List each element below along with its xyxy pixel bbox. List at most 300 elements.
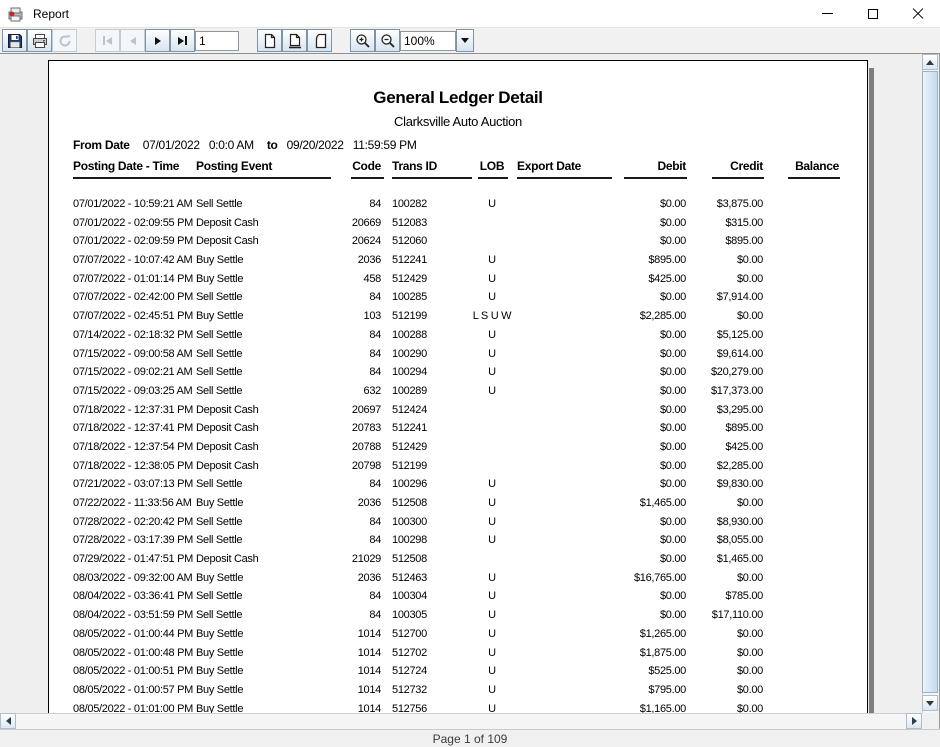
table-cell: Buy Settle (196, 627, 244, 640)
table-cell: 512700 (392, 627, 427, 640)
table-cell: 512060 (392, 235, 427, 248)
table-cell: 512724 (392, 665, 427, 678)
table-cell: $0.00 (736, 310, 763, 323)
table-cell: 100304 (392, 590, 427, 603)
column-header: Posting Date - Time (73, 159, 180, 173)
table-cell: $0.00 (659, 440, 686, 453)
table-cell: $0.00 (736, 702, 763, 713)
table-cell: 512756 (392, 702, 427, 713)
table-cell: L S U W (472, 310, 512, 323)
table-cell: $0.00 (659, 347, 686, 360)
previous-page-button[interactable] (120, 29, 145, 52)
table-row (49, 214, 867, 233)
chevron-right-icon (912, 717, 917, 725)
from-time-value: 0:0:0 AM (208, 138, 254, 152)
table-cell: 1014 (357, 665, 381, 678)
table-cell: 07/07/2022 - 10:07:42 AM (73, 254, 193, 267)
fit-width-icon (312, 33, 327, 49)
page-shadow (869, 68, 874, 713)
table-row (49, 457, 867, 476)
minimize-icon (822, 13, 833, 14)
horizontal-scrollbar[interactable] (0, 713, 922, 729)
table-cell: 20783 (351, 422, 381, 435)
table-cell: $0.00 (736, 254, 763, 267)
table-row (49, 513, 867, 532)
scroll-right-button[interactable] (906, 713, 922, 729)
table-row (49, 345, 867, 364)
table-cell: $0.00 (659, 235, 686, 248)
table-cell: $1,265.00 (639, 627, 686, 640)
zoom-in-icon (355, 33, 371, 49)
table-cell: $20,279.00 (710, 366, 763, 379)
table-cell: Sell Settle (196, 515, 243, 528)
table-cell: 1014 (357, 646, 381, 659)
table-cell: $0.00 (659, 459, 686, 472)
table-cell: $0.00 (736, 497, 763, 509)
column-header: Code (352, 159, 381, 173)
save-icon (7, 33, 23, 49)
scroll-up-button[interactable] (922, 54, 938, 70)
table-cell: $0.00 (659, 366, 686, 379)
table-cell: 07/18/2022 - 12:38:05 PM (73, 459, 194, 472)
table-cell: U (488, 347, 496, 360)
table-cell: U (488, 366, 496, 379)
table-cell: 1014 (357, 627, 381, 640)
report-rows (49, 195, 867, 713)
table-cell: $8,930.00 (716, 515, 763, 528)
table-row (49, 307, 867, 326)
to-time-value: 11:59:59 PM (352, 138, 417, 152)
table-cell: U (488, 590, 496, 603)
table-cell: Sell Settle (196, 198, 243, 210)
table-row (49, 606, 867, 625)
table-cell: 632 (363, 384, 381, 397)
table-cell: 512508 (392, 553, 427, 566)
table-cell: 08/05/2022 - 01:01:00 PM (73, 702, 194, 713)
table-cell: 07/14/2022 - 02:18:32 PM (73, 328, 194, 341)
next-page-button[interactable] (145, 29, 170, 52)
refresh-button[interactable] (52, 29, 77, 52)
table-cell: $8,055.00 (716, 534, 763, 547)
table-cell: $895.00 (725, 235, 763, 248)
table-cell: Deposit Cash (196, 553, 259, 566)
report-viewport[interactable] (0, 54, 922, 713)
table-cell: $785.00 (725, 590, 763, 603)
table-cell: 07/15/2022 - 09:00:58 AM (73, 347, 193, 360)
column-header: Balance (795, 159, 839, 173)
header-underline (517, 177, 612, 179)
table-cell: 07/18/2022 - 12:37:54 PM (73, 440, 194, 453)
table-row (49, 363, 867, 382)
table-cell: 2036 (357, 254, 381, 267)
table-cell: U (488, 702, 496, 713)
table-cell: $0.00 (659, 534, 686, 547)
table-row (49, 270, 867, 289)
maximize-button[interactable] (850, 0, 895, 27)
table-cell: $2,285.00 (639, 310, 686, 323)
table-cell: Deposit Cash (196, 440, 259, 453)
table-cell: U (488, 198, 496, 210)
last-page-button[interactable] (170, 29, 195, 52)
table-cell: 512424 (392, 403, 427, 416)
table-cell: $1,465.00 (716, 553, 763, 566)
table-cell: 100296 (392, 478, 427, 491)
table-cell: 2036 (357, 497, 381, 509)
header-underline (351, 177, 384, 179)
table-cell: $0.00 (659, 216, 686, 229)
table-cell: 512732 (392, 683, 427, 696)
table-cell: U (488, 683, 496, 696)
chevron-down-icon (926, 701, 934, 706)
fit-width-button[interactable] (307, 29, 332, 52)
table-cell: 512508 (392, 497, 427, 509)
table-cell: $0.00 (736, 627, 763, 640)
table-row (49, 587, 867, 606)
table-cell: $0.00 (659, 478, 686, 491)
table-cell: Buy Settle (196, 254, 244, 267)
table-cell: Buy Settle (196, 665, 244, 678)
table-cell: $3,295.00 (716, 403, 763, 416)
zoom-out-icon (380, 33, 396, 49)
table-cell: 1014 (357, 702, 381, 713)
table-cell: $895.00 (725, 422, 763, 435)
next-page-icon (155, 37, 161, 45)
table-cell: $525.00 (648, 665, 686, 678)
table-cell: 100282 (392, 198, 427, 210)
table-cell: Deposit Cash (196, 459, 259, 472)
scroll-left-button[interactable] (0, 713, 16, 729)
zoom-in-button[interactable] (350, 29, 375, 52)
previous-page-icon (130, 37, 136, 45)
title-bar (0, 0, 940, 28)
table-cell: 07/28/2022 - 02:20:42 PM (73, 515, 194, 528)
table-cell: 100305 (392, 609, 427, 622)
table-row (49, 644, 867, 663)
report-title: General Ledger Detail (373, 88, 543, 107)
table-cell: 08/05/2022 - 01:00:51 PM (73, 665, 194, 678)
table-cell: $9,830.00 (716, 478, 763, 491)
table-row (49, 681, 867, 700)
table-cell: 07/15/2022 - 09:02:21 AM (73, 366, 193, 379)
table-cell: 512241 (392, 254, 427, 267)
header-underline (712, 177, 764, 179)
table-cell: 100285 (392, 291, 427, 304)
table-row (49, 401, 867, 420)
to-date-value: 09/20/2022 (286, 138, 344, 152)
table-cell: $0.00 (659, 553, 686, 566)
column-header: Posting Event (196, 159, 273, 173)
table-cell: 512429 (392, 272, 427, 285)
table-row (49, 550, 867, 569)
table-cell: U (488, 571, 496, 584)
table-cell: Buy Settle (196, 702, 244, 713)
table-cell: U (488, 254, 496, 267)
table-cell: U (488, 478, 496, 491)
table-cell: $0.00 (659, 403, 686, 416)
table-cell: Buy Settle (196, 683, 244, 696)
vertical-scrollbar-thumb[interactable] (922, 71, 938, 693)
fit-page-button[interactable] (282, 29, 307, 52)
table-cell: 07/18/2022 - 12:37:31 PM (73, 403, 194, 416)
table-cell: 84 (369, 291, 381, 304)
table-cell: $895.00 (648, 254, 686, 267)
table-cell: 84 (369, 478, 381, 491)
table-cell: Sell Settle (196, 328, 243, 341)
table-row (49, 475, 867, 494)
table-cell: Deposit Cash (196, 403, 259, 416)
table-cell: Sell Settle (196, 478, 243, 491)
table-cell: 07/21/2022 - 03:07:13 PM (73, 478, 194, 491)
table-cell: 512199 (392, 310, 427, 323)
table-cell: $1,165.00 (639, 702, 686, 713)
actual-size-button[interactable] (257, 29, 282, 52)
table-cell: Sell Settle (196, 590, 243, 603)
table-row (49, 419, 867, 438)
table-cell: $0.00 (736, 646, 763, 659)
table-cell: 84 (369, 515, 381, 528)
header-underline (478, 177, 508, 179)
last-page-icon (178, 36, 187, 45)
table-cell: Buy Settle (196, 272, 244, 285)
window-title: Report (33, 6, 70, 21)
chevron-down-icon (461, 38, 469, 43)
table-cell: Sell Settle (196, 366, 243, 379)
table-row (49, 662, 867, 681)
table-cell: 84 (369, 347, 381, 360)
header-underline (73, 177, 207, 179)
table-cell: U (488, 291, 496, 304)
table-row (49, 569, 867, 588)
table-cell: 08/05/2022 - 01:00:48 PM (73, 646, 194, 659)
table-cell: 458 (363, 272, 381, 285)
page-number-input[interactable] (195, 31, 239, 51)
table-cell: 20624 (351, 235, 381, 248)
table-cell: $0.00 (736, 683, 763, 696)
print-icon (32, 33, 48, 49)
table-cell: 20798 (351, 459, 381, 472)
from-date-label: From Date (73, 138, 130, 152)
table-cell: 100288 (392, 328, 427, 341)
table-cell: $0.00 (736, 571, 763, 584)
table-cell: $2,285.00 (716, 459, 763, 472)
table-row (49, 232, 867, 251)
table-row (49, 195, 867, 214)
zoom-out-button[interactable] (375, 29, 400, 52)
table-cell: 08/05/2022 - 01:00:44 PM (73, 627, 194, 640)
header-underline (624, 177, 687, 179)
table-cell: Sell Settle (196, 291, 243, 304)
date-range-line (73, 138, 417, 152)
table-cell: U (488, 665, 496, 678)
table-row (49, 625, 867, 644)
table-cell: 07/15/2022 - 09:03:25 AM (73, 384, 193, 397)
table-cell: 100300 (392, 515, 427, 528)
table-cell: 08/04/2022 - 03:51:59 PM (73, 609, 194, 622)
table-cell: $0.00 (736, 272, 763, 285)
column-header: Debit (657, 159, 686, 173)
table-cell: $5,125.00 (716, 328, 763, 341)
header-underline (196, 177, 331, 179)
scroll-down-button[interactable] (922, 695, 938, 711)
table-cell: 512083 (392, 216, 427, 229)
table-cell: 07/01/2022 - 10:59:21 AM (73, 198, 193, 210)
table-cell: 07/01/2022 - 02:09:59 PM (73, 235, 194, 248)
table-cell: $0.00 (659, 291, 686, 304)
table-cell: Sell Settle (196, 609, 243, 622)
table-cell: Buy Settle (196, 497, 244, 509)
table-row (49, 438, 867, 457)
table-cell: $315.00 (725, 216, 763, 229)
table-cell: $0.00 (659, 384, 686, 397)
table-cell: U (488, 534, 496, 547)
table-cell: $0.00 (659, 198, 686, 210)
header-underline (788, 177, 840, 179)
table-row (49, 382, 867, 401)
table-cell: Buy Settle (196, 646, 244, 659)
table-cell: 20697 (351, 403, 381, 416)
table-cell: U (488, 384, 496, 397)
table-cell: Sell Settle (196, 347, 243, 360)
table-cell: U (488, 272, 496, 285)
table-cell: 07/18/2022 - 12:37:41 PM (73, 422, 194, 435)
report-subtitle: Clarksville Auto Auction (394, 114, 522, 129)
table-cell: 512429 (392, 440, 427, 453)
table-row (49, 326, 867, 345)
table-cell: Sell Settle (196, 384, 243, 397)
first-page-icon (103, 36, 112, 45)
table-cell: Deposit Cash (196, 422, 259, 435)
page-count-status: Page 1 of 109 (432, 731, 508, 746)
table-row (49, 531, 867, 550)
table-cell: 512463 (392, 571, 427, 584)
table-cell: 84 (369, 590, 381, 603)
column-header: Trans ID (392, 159, 437, 173)
table-cell: 21029 (351, 553, 381, 566)
table-cell: $7,914.00 (716, 291, 763, 304)
table-cell: $1,875.00 (639, 646, 686, 659)
table-cell: 07/29/2022 - 01:47:51 PM (73, 553, 194, 566)
scrollbar-corner (922, 713, 938, 729)
table-cell: $425.00 (648, 272, 686, 285)
table-cell: $425.00 (725, 440, 763, 453)
status-bar (0, 729, 940, 747)
column-header: LOB (479, 159, 505, 173)
table-cell: U (488, 609, 496, 622)
refresh-icon (58, 34, 72, 48)
column-header: Export Date (517, 159, 582, 173)
table-cell: 07/28/2022 - 03:17:39 PM (73, 534, 194, 547)
table-cell: U (488, 497, 496, 509)
table-cell: U (488, 515, 496, 528)
table-cell: 512241 (392, 422, 427, 435)
maximize-icon (868, 9, 878, 19)
zoom-dropdown-button[interactable] (456, 29, 474, 52)
table-cell: $0.00 (659, 515, 686, 528)
table-cell: 07/01/2022 - 02:09:55 PM (73, 216, 194, 229)
save-button[interactable] (2, 29, 27, 52)
table-cell: 84 (369, 609, 381, 622)
to-label: to (266, 138, 278, 152)
table-cell: 84 (369, 534, 381, 547)
print-button[interactable] (27, 29, 52, 52)
fit-page-icon (288, 33, 302, 49)
first-page-button[interactable] (95, 29, 120, 52)
table-row (49, 494, 867, 513)
column-header: Credit (730, 159, 763, 173)
table-cell: 512702 (392, 646, 427, 659)
zoom-level-input[interactable] (400, 31, 456, 51)
actual-size-icon (263, 33, 277, 49)
table-cell: $0.00 (659, 328, 686, 341)
table-cell: $0.00 (736, 665, 763, 678)
table-cell: 100290 (392, 347, 427, 360)
table-cell: $1,465.00 (639, 497, 686, 509)
table-cell: 84 (369, 328, 381, 341)
table-row (49, 700, 867, 713)
table-cell: U (488, 646, 496, 659)
table-row (49, 288, 867, 307)
table-cell: 100294 (392, 366, 427, 379)
table-cell: Buy Settle (196, 310, 244, 323)
table-cell: Buy Settle (196, 571, 244, 584)
toolbar (0, 28, 940, 54)
table-cell: $17,110.00 (711, 609, 763, 622)
chevron-left-icon (6, 717, 11, 725)
table-cell: Deposit Cash (196, 216, 259, 229)
table-cell: 08/04/2022 - 03:36:41 PM (73, 590, 194, 603)
table-cell: Sell Settle (196, 534, 243, 547)
table-cell: 07/07/2022 - 01:01:14 PM (73, 272, 194, 285)
table-cell: $795.00 (648, 683, 686, 696)
table-cell: 07/07/2022 - 02:42:00 PM (73, 291, 194, 304)
table-cell: $9,614.00 (716, 347, 763, 360)
close-button[interactable] (895, 0, 940, 27)
table-cell: $17,373.00 (710, 384, 763, 397)
minimize-button[interactable] (805, 0, 850, 27)
table-cell: 07/22/2022 - 11:33:56 AM (73, 497, 192, 509)
from-date-value: 07/01/2022 (142, 138, 200, 152)
app-icon (7, 6, 25, 22)
table-cell: $0.00 (659, 422, 686, 435)
table-cell: 84 (369, 366, 381, 379)
table-cell: 07/07/2022 - 02:45:51 PM (73, 310, 194, 323)
table-row (49, 251, 867, 270)
vertical-scrollbar[interactable] (922, 54, 938, 713)
table-cell: $0.00 (659, 590, 686, 603)
header-underline (392, 177, 472, 179)
table-cell: 100289 (392, 384, 427, 397)
table-cell: Deposit Cash (196, 235, 259, 248)
table-cell: 20669 (351, 216, 381, 229)
table-cell: 08/05/2022 - 01:00:57 PM (73, 683, 194, 696)
report-page (48, 60, 868, 713)
table-cell: 84 (369, 198, 381, 210)
column-header-row (49, 159, 867, 175)
table-cell: $16,765.00 (633, 571, 686, 584)
close-icon (912, 8, 924, 20)
table-cell: U (488, 328, 496, 341)
table-cell: 1014 (357, 683, 381, 696)
table-cell: 103 (363, 310, 381, 323)
table-cell: $0.00 (659, 609, 686, 622)
table-cell: 100298 (392, 534, 427, 547)
chevron-up-icon (926, 60, 934, 65)
table-cell: $3,875.00 (716, 198, 763, 210)
table-cell: 08/03/2022 - 09:32:00 AM (73, 571, 193, 584)
table-cell: 2036 (357, 571, 381, 584)
table-cell: 512199 (392, 459, 427, 472)
table-cell: U (488, 627, 496, 640)
